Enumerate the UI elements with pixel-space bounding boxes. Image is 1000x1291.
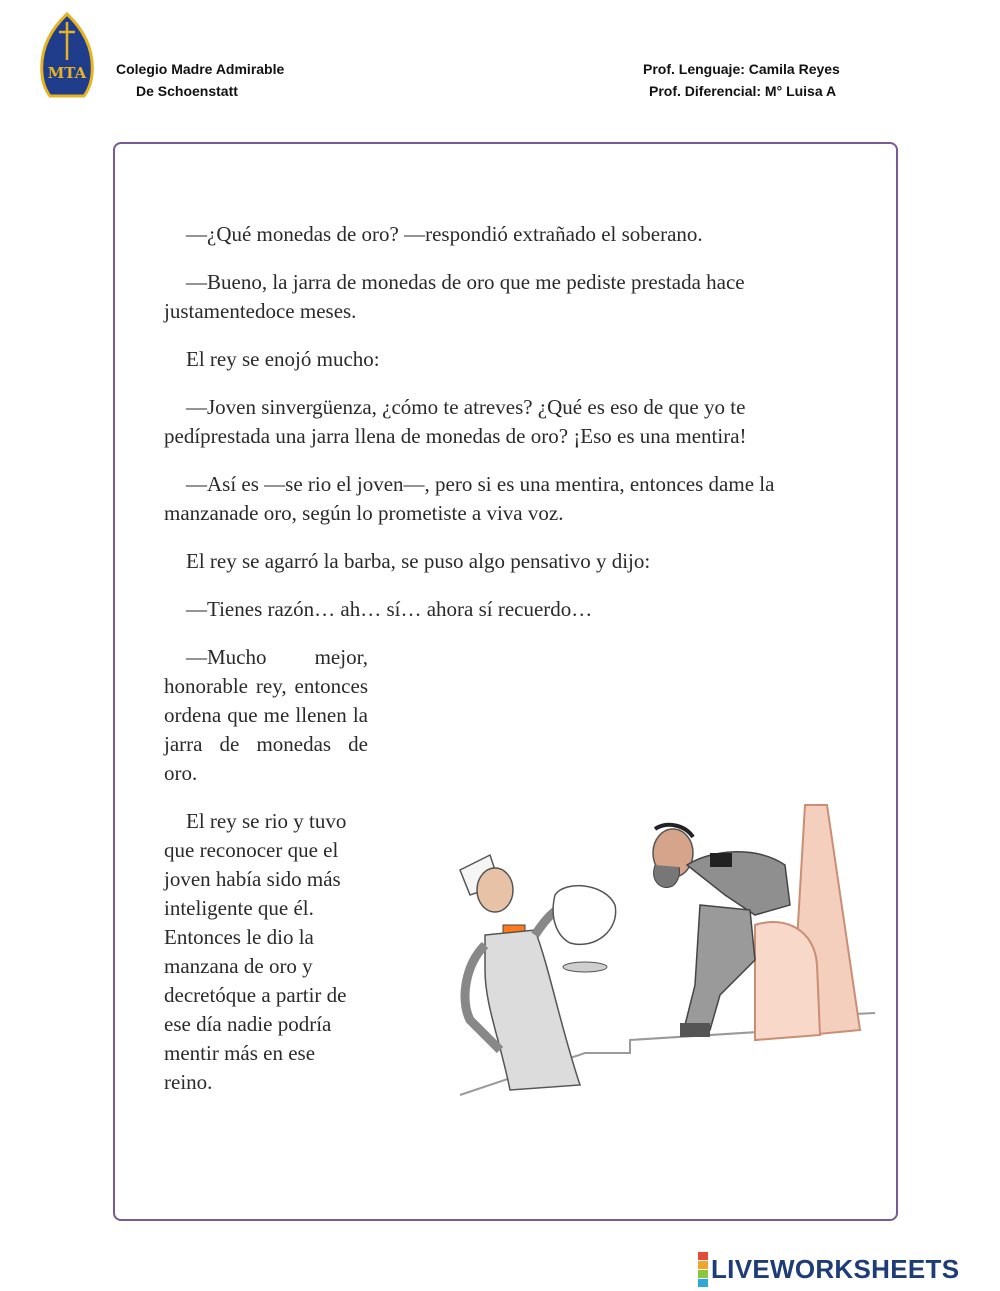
king-and-youth-illustration — [455, 795, 880, 1100]
liveworksheets-brand — [698, 1254, 959, 1284]
story-paragraph-2: —Bueno, la jarra de monedas de oro que me pediste prestada hace justamentedoce meses. — [164, 270, 745, 323]
story-paragraph-1: —¿Qué monedas de oro? —respondió extrañado el soberano. — [186, 222, 703, 246]
story-paragraph-9: El rey se rio y tuvo que reconocer que el joven había sido más inteligente que él. Entonces le dio la manzana de oro y decretóque a partir de ese día nadie podría mentir más en ese reino. — [164, 809, 347, 1094]
youth-figure — [460, 855, 616, 1090]
story-paragraph-5: —Así es —se rio el joven—, pero si es una mentira, entonces dame la manzanade oro, según lo prometiste a viva voz. — [164, 472, 775, 525]
story-paragraph-4: —Joven sinvergüenza, ¿cómo te atreves? ¿Qué es eso de que yo te pedíprestada una jarra llena de monedas de oro? ¡Eso es una mentira! — [164, 395, 747, 448]
logo-letters: MTA — [47, 64, 87, 82]
teacher-differential: Prof. Diferencial: M° Luisa A — [649, 83, 837, 99]
throne — [755, 805, 860, 1040]
brand-stripes-icon — [698, 1251, 708, 1287]
teacher-info — [643, 58, 840, 102]
jar — [553, 886, 616, 945]
school-name — [116, 58, 284, 102]
school-name-line2: De Schoenstatt — [136, 83, 238, 99]
story-paragraph-3: El rey se enojó mucho: — [186, 347, 380, 371]
story-paragraph-8: —Mucho mejor, honorable rey, entonces ordena que me llenen la jarra de monedas de oro. — [164, 645, 368, 785]
school-logo — [38, 12, 96, 104]
story-paragraph-7: —Tienes razón… ah… sí… ahora sí recuerdo… — [186, 597, 593, 621]
brand-name: LIVEWORKSHEETS — [711, 1253, 960, 1284]
school-name-line1: Colegio Madre Admirable — [116, 61, 285, 77]
teacher-language: Prof. Lenguaje: Camila Reyes — [643, 61, 840, 77]
story-paragraph-6: El rey se agarró la barba, se puso algo pensativo y dijo: — [186, 549, 651, 573]
